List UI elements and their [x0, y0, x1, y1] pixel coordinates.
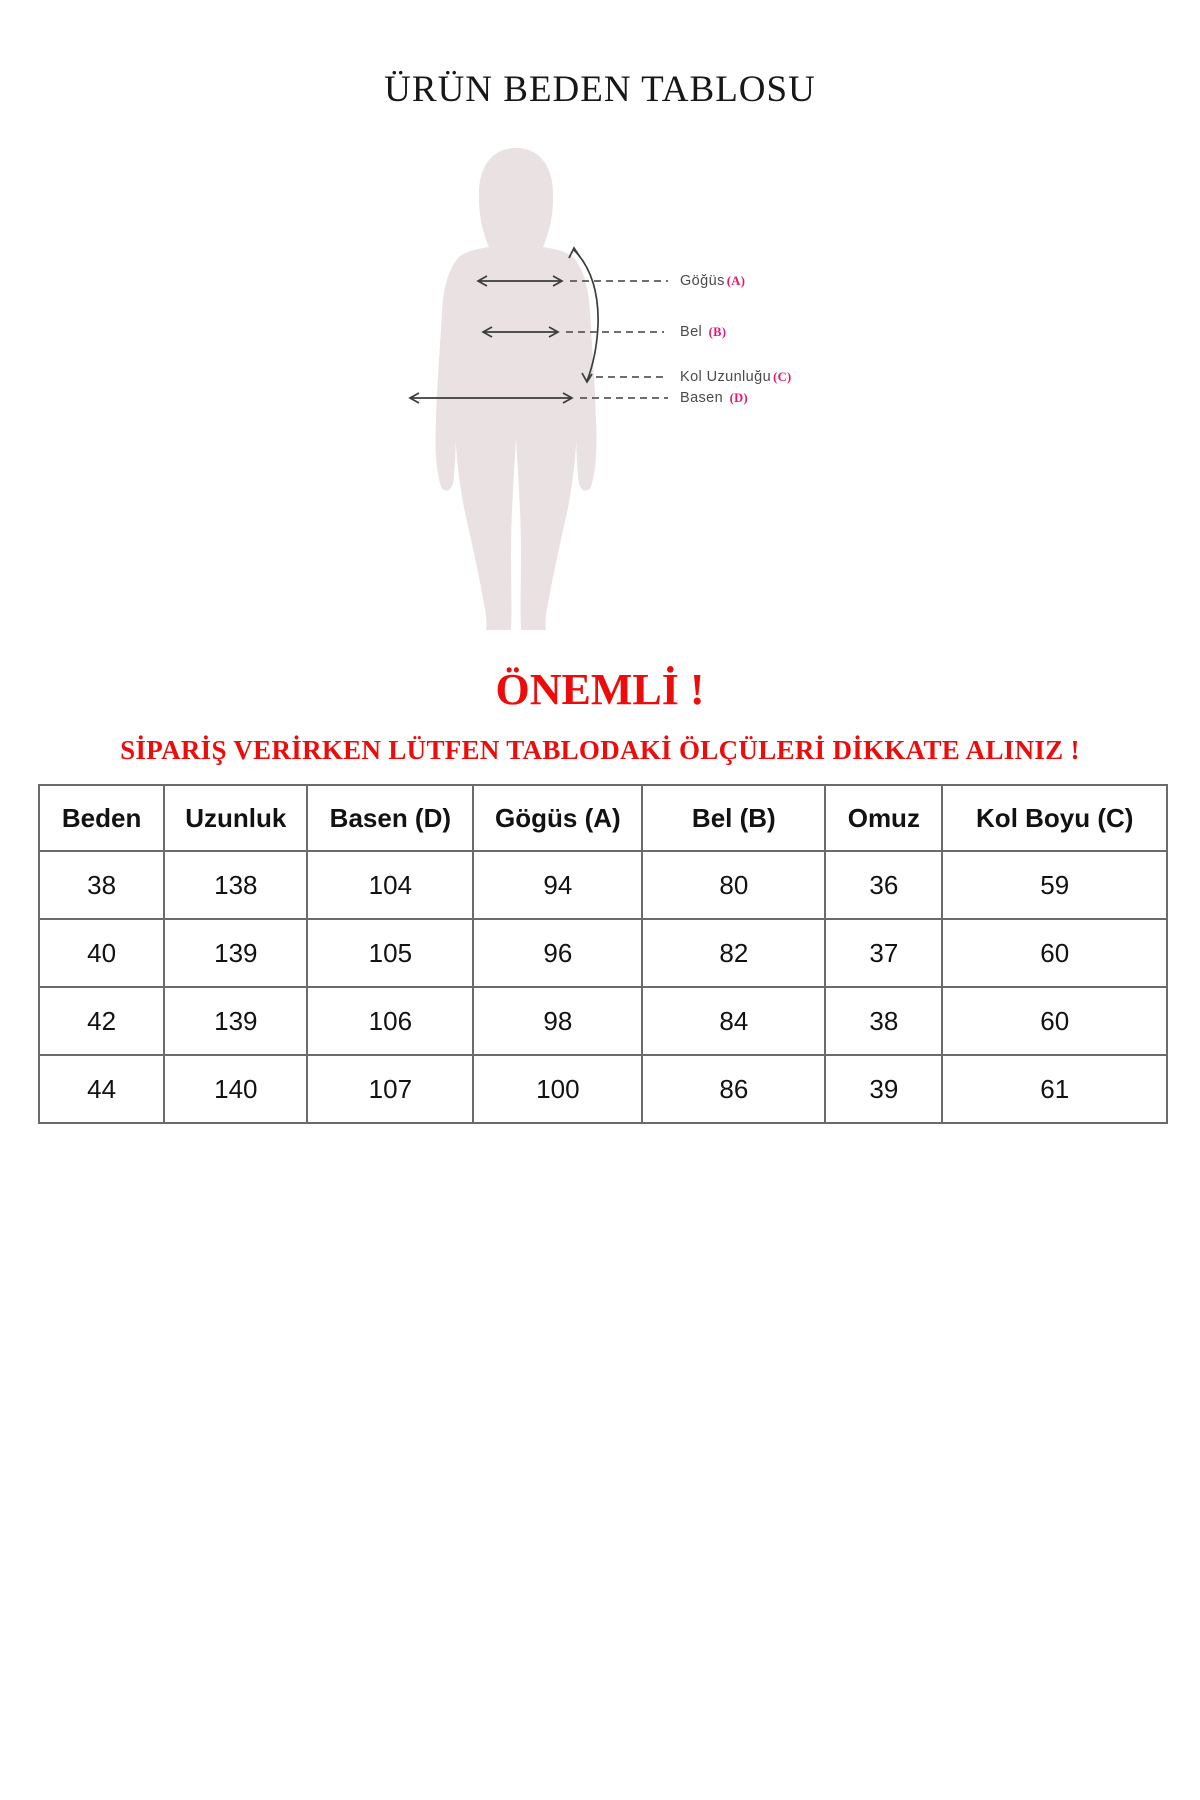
table-cell: 104 [307, 851, 473, 919]
table-cell: 98 [473, 987, 642, 1055]
header-uzunluk: Uzunluk [164, 785, 307, 851]
table-cell: 82 [642, 919, 825, 987]
table-cell: 40 [39, 919, 164, 987]
measurement-diagram [0, 0, 1200, 700]
important-heading: ÖNEMLİ ! [495, 665, 705, 714]
table-cell: 38 [825, 987, 942, 1055]
table-cell: 138 [164, 851, 307, 919]
table-cell: 84 [642, 987, 825, 1055]
table-cell: 86 [642, 1055, 825, 1123]
table-cell: 39 [825, 1055, 942, 1123]
body-silhouette-illustration [0, 0, 1200, 700]
table-cell: 140 [164, 1055, 307, 1123]
table-cell: 94 [473, 851, 642, 919]
table-cell: 60 [942, 987, 1167, 1055]
waist-label [680, 323, 726, 341]
table-cell: 96 [473, 919, 642, 987]
hip-label [680, 389, 748, 407]
arm-length-label-text: Kol Uzunluğu [680, 369, 772, 385]
table-cell: 139 [164, 919, 307, 987]
table-cell: 36 [825, 851, 942, 919]
table-row [39, 1055, 1167, 1123]
table-cell: 38 [39, 851, 164, 919]
table-cell: 139 [164, 987, 307, 1055]
chest-label [680, 272, 745, 290]
waist-label-text: Bel [680, 324, 703, 340]
table-cell: 61 [942, 1055, 1167, 1123]
header-beden: Beden [39, 785, 164, 851]
warning-text: SİPARİŞ VERİRKEN LÜTFEN TABLODAKİ ÖLÇÜLERİ DİKKATE ALINIZ ! [120, 735, 1080, 765]
header-omuz: Omuz [825, 785, 942, 851]
table-row [39, 919, 1167, 987]
table-cell: 105 [307, 919, 473, 987]
header-basen: Basen (D) [307, 785, 473, 851]
table-row [39, 987, 1167, 1055]
header-gogus: Gögüs (A) [473, 785, 642, 851]
header-kol-boyu: Kol Boyu (C) [942, 785, 1167, 851]
hip-label-text: Basen [680, 390, 724, 406]
page-title: ÜRÜN BEDEN TABLOSU [384, 69, 816, 110]
table-cell: 107 [307, 1055, 473, 1123]
table-cell: 60 [942, 919, 1167, 987]
size-table [38, 784, 1168, 1124]
arm-length-label-letter: (C) [773, 370, 792, 384]
female-silhouette [436, 148, 597, 630]
size-table-header-row [39, 785, 1167, 851]
arm-length-label [680, 368, 792, 386]
size-table-body [39, 851, 1167, 1123]
table-cell: 37 [825, 919, 942, 987]
table-row [39, 851, 1167, 919]
table-cell: 44 [39, 1055, 164, 1123]
table-cell: 59 [942, 851, 1167, 919]
hip-label-letter: (D) [729, 391, 749, 405]
table-cell: 80 [642, 851, 825, 919]
table-cell: 100 [473, 1055, 642, 1123]
table-cell: 42 [39, 987, 164, 1055]
header-bel: Bel (B) [642, 785, 825, 851]
chest-label-letter: (A) [726, 274, 746, 288]
table-cell: 106 [307, 987, 473, 1055]
chest-label-text: Göğüs [680, 273, 725, 289]
waist-label-letter: (B) [708, 325, 727, 339]
